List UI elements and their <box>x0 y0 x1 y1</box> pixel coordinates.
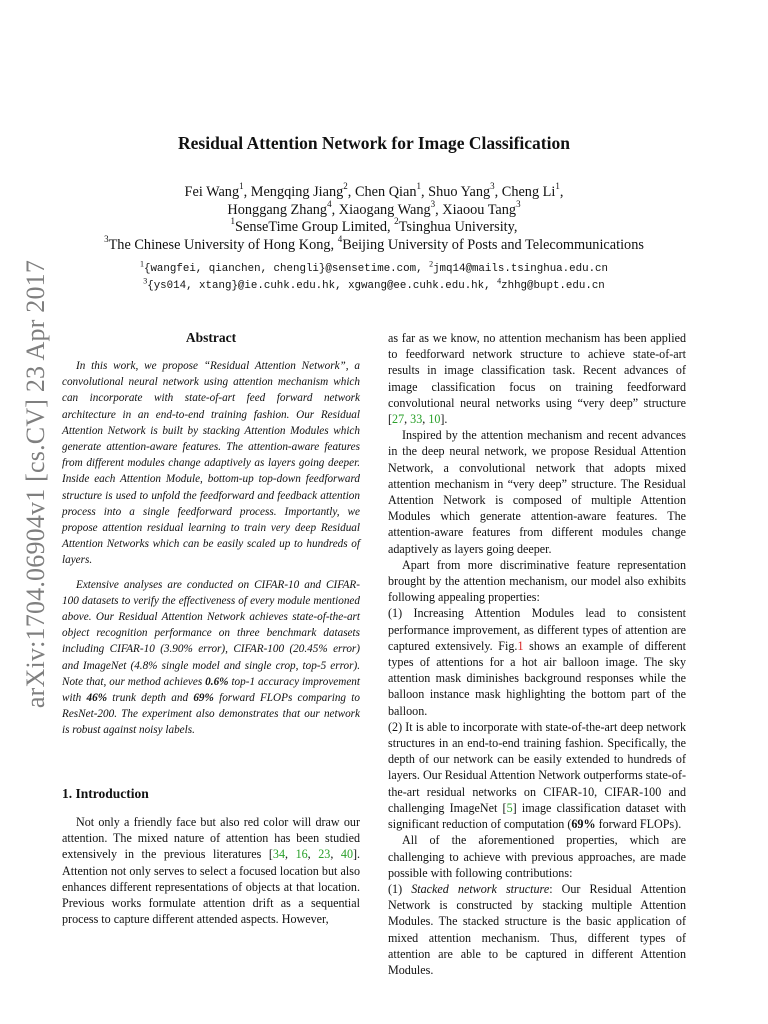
email-address: jmq14@mails.tsinghua.edu.cn <box>433 263 609 275</box>
abstract-heading: Abstract <box>185 330 237 345</box>
author-line-2 <box>60 198 688 220</box>
affiliation-marker: 2 <box>429 259 434 269</box>
affiliation-marker: 1 <box>139 259 144 269</box>
affiliation-marker: 3 <box>490 181 495 192</box>
email-address: {ys014, xtang}@ie.cuhk.edu.hk, xgwang@ee.cuhk.edu.hk, <box>147 280 498 292</box>
property-item-2: (2) It is able to incorporate with state-of-the-art deep network structures in an end-to-end training fashion. Specifically, the depth of our network can be easily extended to hundreds of layers. Our Residual Attention Network outperforms state-of-the-art residual networks on CIFAR-10, CIFAR-100 and challenging ImageNet [5] image classification dataset with significant reduction of computation (69% forward FLOPs). <box>388 719 686 832</box>
arxiv-identifier: arXiv:1704.06904v1 [cs.CV] 23 Apr 2017 <box>21 259 50 709</box>
citation-link[interactable]: 16 <box>295 847 308 862</box>
author-name: Xiaoou Tang <box>442 201 517 218</box>
affiliation-marker: 3 <box>516 198 521 209</box>
body-paragraph: Inspired by the attention mechanism and recent advances in the deep neural network, we propose Residual Attention Network, a convolutional network that adopts mixed attention mechanism in “very deep” structure. The Residual Attention Network is composed of multiple Attention Modules which generate attention-aware features. The attention-aware features from different modules change adaptively as layers going deeper. <box>388 428 686 556</box>
affiliation: Tsinghua University, <box>398 219 518 235</box>
citation-link[interactable]: 27 <box>392 412 405 427</box>
abstract-paragraph-1: In this work, we propose “Residual Attention Network”, a convolutional neural network using attention mechanism which can incorporate with state-of-art feed forward network architecture in an end-to-end training fashion. Our Residual Attention Network is built by stacking Attention Modules which generate attention-aware features. The attention-aware features from different modules change adaptively as layers going deeper. Inside each Attention Module, bottom-up top-down feedforward structure is used to unfold the feedforward and feedback attention process into a single feedforward process. Importantly, we propose attention residual learning to train very deep Residual Attention Networks which can be easily scaled up to hundreds of layers. <box>62 360 360 567</box>
highlight-number: 46% <box>86 692 108 705</box>
affiliation: Beijing University of Posts and Telecommunications <box>342 236 644 253</box>
body-paragraph: as far as we know, no attention mechanism has been applied to feedforward network structure to achieve state-of-art results in image classification task. Recent advances of image classification focus on training feedforward convolutional neural networks using “very deep” structure [27, 33, 10]. <box>388 331 686 427</box>
author-line-1 <box>60 181 688 202</box>
highlight-number: 69% <box>571 817 596 832</box>
affiliation-marker: 4 <box>337 233 343 244</box>
affiliation-line-2 <box>60 233 688 255</box>
highlight-number: 0.6% <box>205 675 229 688</box>
emphasis-term: Stacked network structure <box>411 881 550 896</box>
email-address: zhhg@bupt.edu.cn <box>501 280 605 292</box>
citation-link[interactable]: 23 <box>318 847 331 862</box>
author-block <box>60 181 688 254</box>
author-name: Mengqing Jiang <box>250 184 344 200</box>
figure-reference-link[interactable]: 1 <box>517 638 524 653</box>
affiliation-marker: 3 <box>143 276 148 286</box>
affiliation-marker: 1 <box>230 216 236 227</box>
separator: , <box>347 184 355 200</box>
affiliation: The Chinese University of Hong Kong, <box>108 236 338 253</box>
author-name: Chen Qian <box>354 184 417 200</box>
affiliation-marker: 3 <box>104 233 109 244</box>
affiliation-marker: 4 <box>497 276 502 286</box>
email-address: {wangfei, qianchen, chengli}@sensetime.com, <box>143 263 430 275</box>
property-item-1: (1) Increasing Attention Modules lead to consistent performance improvement, as different types of attention are captured extensively. Fig.1 shows an example of different types of attentions for a hot air balloon image. The sky attention mask diminishes background responses while the balloon instance mask highlighting the bottom part of the balloon. <box>388 606 686 718</box>
separator: , <box>559 184 564 200</box>
citation-link[interactable]: 34 <box>272 847 286 862</box>
right-column <box>388 330 686 978</box>
citation-link[interactable]: 10 <box>428 412 441 427</box>
highlight-number: 69% <box>193 692 214 705</box>
section-heading-introduction: 1. Introduction <box>62 786 149 801</box>
separator: , <box>494 184 502 200</box>
separator: , <box>331 201 339 218</box>
separator: , <box>435 201 443 218</box>
email-line-2 <box>60 278 688 295</box>
author-name: Shuo Yang <box>428 184 491 200</box>
paper-title: Residual Attention Network for Image Classification <box>178 133 570 153</box>
affiliation-marker: 3 <box>430 198 436 209</box>
body-paragraph: All of the aforementioned properties, which are challenging to achieve with previous approaches, are made possible with following contributions: <box>388 833 686 880</box>
left-column <box>62 330 361 927</box>
separator: , <box>243 184 251 200</box>
author-name: Cheng Li <box>501 184 556 200</box>
citation-link[interactable]: 40 <box>340 847 353 862</box>
contribution-item-1: (1) Stacked network structure: Our Residual Attention Network is constructed by stacking multiple Attention Modules. The stacked structure is the basic application of mixed attention mechanism. Thus, different types of attention are able to be captured in different Attention Modules. <box>388 881 686 977</box>
separator: , <box>420 184 429 200</box>
affiliation-marker: 1 <box>416 181 421 192</box>
author-name: Xiaogang Wang <box>338 201 431 218</box>
affiliation-line-1 <box>60 216 688 237</box>
citation-link[interactable]: 33 <box>410 412 423 427</box>
email-line-1 <box>60 261 688 278</box>
affiliation-marker: 4 <box>327 198 332 209</box>
affiliation-marker: 1 <box>555 181 560 192</box>
body-paragraph: Apart from more discriminative feature representation brought by the attention mechanism, our model also exhibits following appealing properties: <box>388 557 686 605</box>
introduction-paragraph-1: Not only a friendly face but also red color will draw our attention. The mixed nature of attention has been studied extensively in the previous literatures [34, 16, 23, 40]. Attention not only serves to select a focused location but also enhances different representations of objects at that location. Previous works formulate attention drift as a sequential process to capture different attended aspects. However, <box>62 815 361 927</box>
author-name: Fei Wang <box>184 184 240 200</box>
email-block <box>60 261 688 295</box>
affiliation-marker: 2 <box>343 181 348 192</box>
citation-link[interactable]: 5 <box>506 800 513 815</box>
affiliation-marker: 1 <box>239 181 244 192</box>
affiliation: SenseTime Group Limited, <box>235 219 395 235</box>
affiliation-marker: 2 <box>394 216 399 227</box>
abstract-paragraph-2: Extensive analyses are conducted on CIFAR-10 and CIFAR-100 datasets to verify the effectiveness of every module mentioned above. Our Residual Attention Network achieves state-of-the-art object recognition performance on three benchmark datasets including CIFAR-10 (3.90% error), CIFAR-100 (20.45% error) and ImageNet (4.8% single model and single crop, top-5 error). Note that, our method achieves 0.6% top-1 accuracy improvement with 46% trunk depth and 69% forward FLOPs comparing to ResNet-200. The experiment also demonstrates that our network is robust against noisy labels. <box>62 578 360 737</box>
author-name: Honggang Zhang <box>227 201 328 218</box>
